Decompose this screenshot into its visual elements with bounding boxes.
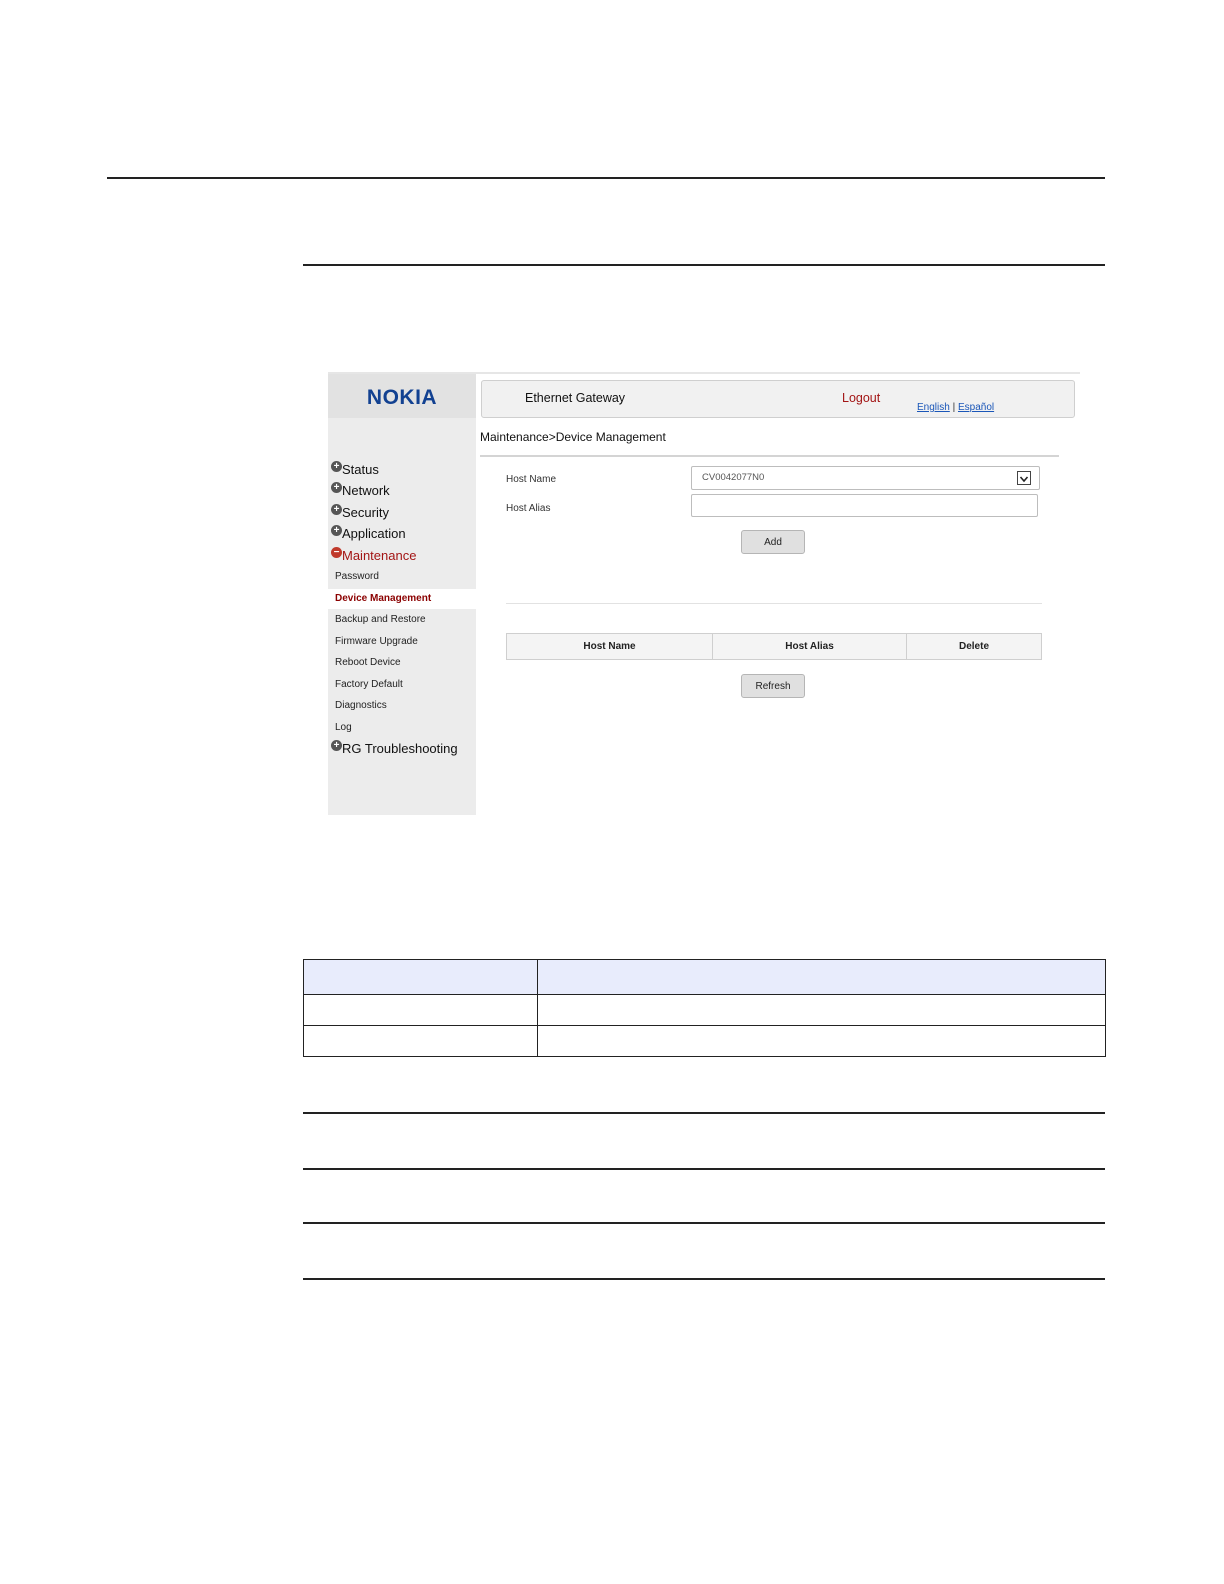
sidebar-subitem-firmware-upgrade[interactable]: Firmware Upgrade (335, 636, 418, 647)
logout-link[interactable]: Logout (842, 391, 881, 405)
table-cell (538, 960, 1106, 995)
plus-circle-icon: + (331, 504, 342, 515)
sidebar-item-label: Status (342, 462, 379, 477)
plus-circle-icon: + (331, 461, 342, 472)
app-title: Ethernet Gateway (525, 391, 626, 405)
lang-english-link[interactable]: English (917, 402, 950, 413)
add-button[interactable]: Add (741, 530, 805, 554)
host-alias-label: Host Alias (506, 503, 551, 514)
section-rule (303, 1222, 1105, 1224)
section-rule (303, 1278, 1105, 1280)
section-rule (303, 1112, 1105, 1114)
refresh-button[interactable]: Refresh (741, 674, 805, 698)
sidebar-subitem-device-management[interactable]: Device Management (335, 593, 432, 604)
document-table (303, 959, 1106, 1057)
sidebar-item-rg-troubleshooting[interactable] (331, 740, 458, 758)
table-row (304, 1026, 1106, 1057)
sidebar-item-label: Application (342, 526, 406, 541)
table-row (304, 960, 1106, 995)
page-top-rule (107, 177, 1105, 179)
minus-circle-icon: − (331, 547, 342, 558)
sidebar-subitem-diagnostics[interactable]: Diagnostics (335, 700, 387, 711)
sidebar-item-label: RG Troubleshooting (342, 741, 458, 756)
logo-area (328, 374, 476, 418)
table-row (304, 995, 1106, 1026)
column-header-host-alias: Host Alias (785, 641, 834, 652)
table-cell (538, 995, 1106, 1026)
host-name-select[interactable] (691, 466, 1040, 490)
sidebar-item-network[interactable] (331, 482, 390, 500)
router-ui-screenshot (328, 372, 1080, 816)
sidebar-item-application[interactable] (331, 525, 406, 543)
nokia-logo: NOKIA (366, 386, 438, 409)
sidebar-item-maintenance[interactable] (331, 547, 416, 565)
breadcrumb-divider (480, 455, 1059, 457)
sidebar-item-label: Security (342, 505, 389, 520)
sidebar-item-label: Network (342, 483, 390, 498)
sidebar-subitem-password[interactable]: Password (335, 571, 379, 582)
section-rule (303, 264, 1105, 266)
plus-circle-icon: + (331, 740, 342, 751)
sidebar-subitem-reboot-device[interactable]: Reboot Device (335, 657, 401, 668)
sidebar-item-label: Maintenance (342, 548, 417, 563)
sidebar-item-security[interactable] (331, 504, 389, 522)
breadcrumb: Maintenance>Device Management (480, 430, 666, 444)
sidebar-item-status[interactable] (331, 461, 379, 479)
table-cell (304, 1026, 538, 1057)
table-cell (304, 960, 538, 995)
section-divider (506, 603, 1042, 604)
language-switcher (917, 402, 994, 413)
lang-spanish-link[interactable]: Español (957, 402, 995, 413)
sidebar-subitem-backup-restore[interactable]: Backup and Restore (335, 614, 426, 625)
host-name-label: Host Name (506, 474, 557, 485)
sidebar-subitem-factory-default[interactable]: Factory Default (335, 679, 403, 690)
plus-circle-icon: + (331, 525, 342, 536)
table-cell (304, 995, 538, 1026)
sidebar (328, 374, 476, 815)
host-name-selected-value: CV0042077N0 (702, 472, 765, 483)
host-table-header (506, 633, 1042, 660)
sidebar-subitem-log[interactable]: Log (335, 722, 352, 733)
plus-circle-icon: + (331, 482, 342, 493)
section-rule (303, 1168, 1105, 1170)
chevron-down-icon[interactable] (1017, 471, 1031, 485)
column-header-delete: Delete (958, 641, 989, 652)
table-cell (538, 1026, 1106, 1057)
column-header-host-name: Host Name (583, 641, 636, 652)
host-alias-input[interactable] (691, 494, 1038, 517)
header-bar (481, 380, 1075, 418)
lang-separator: | (952, 402, 956, 413)
